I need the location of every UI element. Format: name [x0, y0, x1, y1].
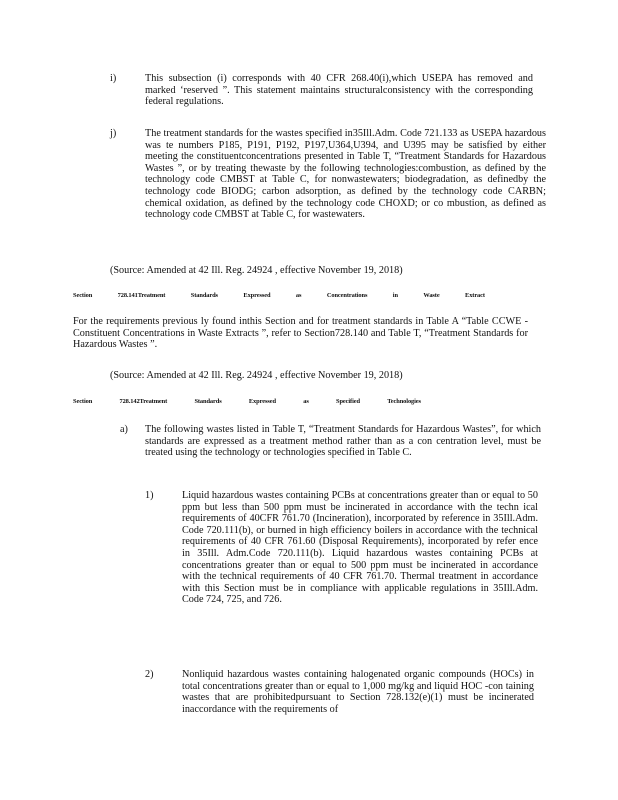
section-heading-728-142: [73, 398, 421, 405]
heading-word: Extract: [465, 292, 485, 299]
item-label-i: i): [110, 73, 117, 84]
heading-word: Section: [73, 398, 93, 405]
source-note-1: (Source: Amended at 42 Ill. Reg. 24924 , effective November 19, 2018): [110, 265, 403, 276]
heading-word: Standards: [190, 292, 218, 299]
paragraph-i: This subsection (i) corresponds with 40 CFR 268.40(i),which USEPA has removed and marked ‘reserved ”. This statement maintains structuralconsistency with the corresponding federal regulations.: [145, 73, 533, 108]
paragraph-j: The treatment standards for the wastes specified in35Ill.Adm. Code 721.133 as USEPA hazardous was te numbers P185, P191, P192, P197,U364,U394, and U395 may be satisfied by either meeting the constituentconcentrations presented in Table T, “Treatment Standards for Hazardous Wastes ”, or by treating thewaste by the following technologies:combustion, as defined by the technology code CMBST at Table C, for nonwastewaters; biodegradation, as definedby the technology code BIODG; carbon adsorption, as defined by the technology code CARBN; chemical oxidation, as defined by the technology code CHOXD; or co mbustion, as defined as technology code CMBST at Table C, for wastewaters.: [145, 128, 546, 221]
item-label-j: j): [110, 128, 117, 139]
heading-word: Waste: [423, 292, 440, 299]
section-heading-728-141: [73, 292, 485, 299]
item-label-a: a): [120, 424, 128, 435]
item-label-1: 1): [145, 490, 154, 501]
item-label-2: 2): [145, 669, 154, 680]
heading-word: Standards: [194, 398, 222, 405]
heading-word: 728.141Treatment: [117, 292, 166, 299]
paragraph-1: Liquid hazardous wastes containing PCBs at concentrations greater than or equal to 50 ppm but less than 500 ppm must be incinerated in accordance with the techn ical requirements of 40CFR 761.70 (Incineration), incorporated by reference in 35Ill.Adm. Code 720.111(b), or burned in high efficiency boilers in accordance with the technical requirements of 40 CFR 761.60 (Disposal Requirements), incorporated by refer ence in 35Ill. Adm.Code 720.111(b). Liquid hazardous wastes containing PCBs at concentrations greater than or equal to 500 ppm must be incinerated in accordance with the technical requirements of 40 CFR 761.70. Thermal treatment in accordance with this Section must be in compliance with applicable regulations in 35Ill.Adm. Code 724, 725, and 726.: [182, 490, 538, 606]
heading-word: Expressed: [248, 398, 276, 405]
paragraph-728-141: For the requirements previous ly found inthis Section and for treatment standards in Table A “Table CCWE -Constituent Concentrations in Waste Extracts ”, refer to Section728.140 and Table T, “Treatment Standards for Hazardous Wastes ”.: [73, 316, 528, 351]
heading-word: as: [295, 292, 302, 299]
heading-word: as: [303, 398, 309, 405]
heading-word: Section: [73, 292, 93, 299]
heading-word: in: [392, 292, 398, 299]
heading-word: Concentrations: [326, 292, 368, 299]
paragraph-a: The following wastes listed in Table T, “Treatment Standards for Hazardous Wastes”, for which standards are expressed as a treatment method rather than as a con centration level, must be treated using the technology or technologies specified in Table C.: [145, 424, 541, 459]
source-note-2: (Source: Amended at 42 Ill. Reg. 24924 , effective November 19, 2018): [110, 370, 403, 381]
paragraph-2: Nonliquid hazardous wastes containing halogenated organic compounds (HOCs) in total concentrations greater than or equal to 1,000 mg/kg and liquid HOC -con taining wastes that are prohibitedpursuant to Section 728.132(e)(1) must be incinerated inaccordance with the requirements of: [182, 669, 534, 715]
heading-word: Specified: [335, 398, 360, 405]
heading-word: 728.142Treatment: [119, 398, 168, 405]
heading-word: Expressed: [243, 292, 271, 299]
heading-word: Technologies: [387, 398, 421, 405]
